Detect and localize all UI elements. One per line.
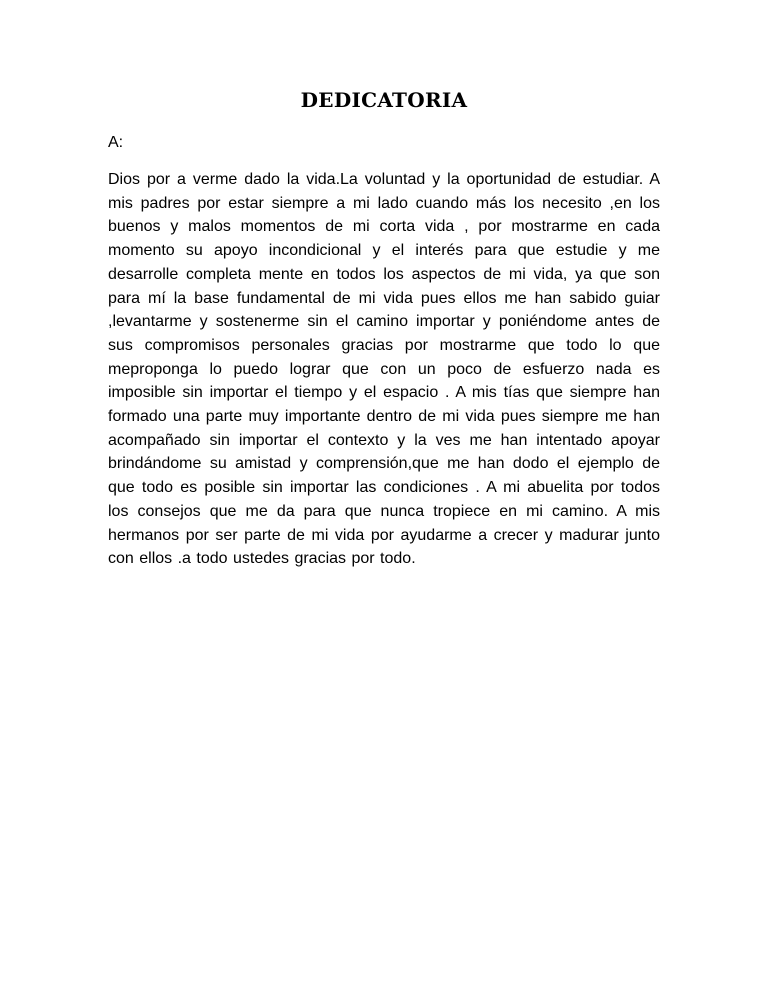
salutation: A: bbox=[108, 134, 124, 151]
dedication-paragraph: Dios por a verme dado la vida.La voluntad y la oportunidad de estudiar. A mis padres por estar siempre a mi lado cuando más los necesito ,en los buenos y malos momentos de mi corta vida , por mostrarme en cada momento su apoyo incondicional y el interés para que estudie y me desarrolle completa mente en todos los aspectos de mi vida, ya que son para mí la base fundamental de mi vida pues ellos me han sabido guiar ,levantarme y sostenerme sin el camino importar y poniéndome antes de sus compromisos personales gracias por mostrarme que todo lo que meproponga lo puedo lograr que con un poco de esfuerzo nada es imposible sin importar el tiempo y el espacio . A mis tías que siempre han formado una parte muy importante dentro de mi vida pues siempre me han acompañado sin importar el contexto y la ves me han intentado apoyar brindándome su amistad y comprensión,que me han dodo el ejemplo de que todo es posible sin importar las condiciones . A mi abuelita por todos los consejos que me da para que nunca tropiece en mi camino. A mis hermanos por ser parte de mi vida por ayudarme a crecer y madurar junto con ellos .a todo ustedes gracias por todo. bbox=[108, 171, 660, 568]
page-title: DEDICATORIA bbox=[300, 88, 468, 112]
